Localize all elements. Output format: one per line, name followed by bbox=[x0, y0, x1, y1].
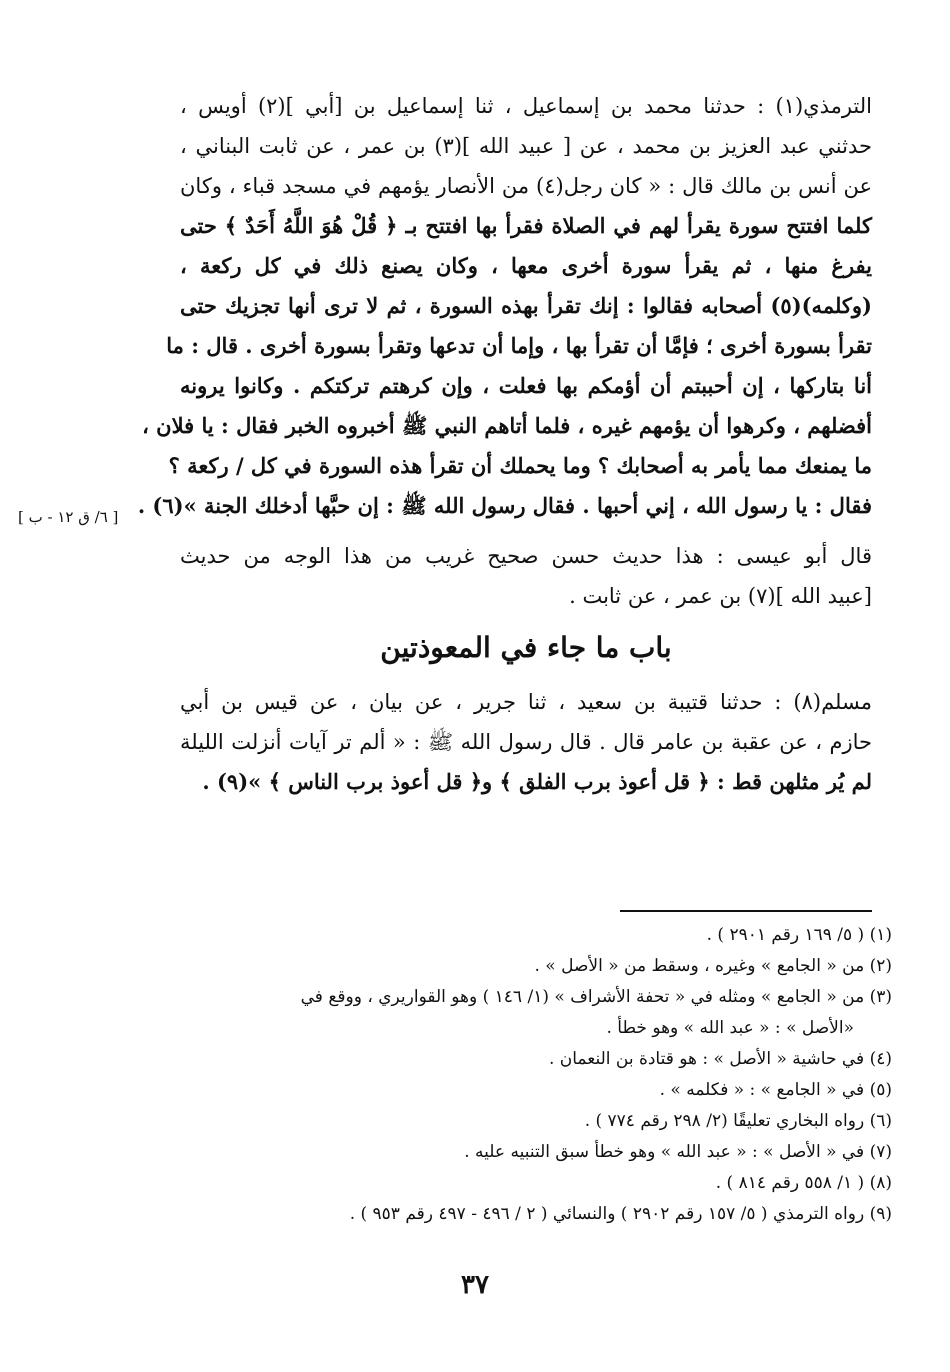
text-line: كلما افتتح سورة يقرأ لهم في الصلاة فقرأ بها افتتح بـ ﴿ قُلْ هُوَ اللَّهُ أَحَدٌ ﴾ حتى bbox=[180, 213, 872, 238]
footnote: (٨) ( ١/ ٥٥٨ رقم ٨١٤ ) . bbox=[715, 1173, 892, 1193]
text-line: يفرغ منها ، ثم يقرأ سورة أخرى معها ، وكان يصنع ذلك في كل ركعة ، bbox=[180, 253, 872, 278]
footnote-separator bbox=[620, 910, 872, 912]
text-line: عن أنس بن مالك قال : « كان رجل(٤) من الأنصار يؤمهم في مسجد قباء ، وكان bbox=[180, 174, 872, 198]
main-text bbox=[137, 86, 872, 802]
hadith-muslim bbox=[180, 682, 872, 802]
footnote: (٢) من « الجامع » وغيره ، وسقط من « الأصل » . bbox=[534, 956, 892, 976]
footnote: (٤) في حاشية « الأصل » : هو قتادة بن النعمان . bbox=[548, 1049, 892, 1069]
text-line: أنا بتاركها ، إن أحببتم أن أؤمكم بها فعلت ، وإن كرهتم تركتكم . وكانوا يرونه bbox=[180, 373, 872, 398]
paragraph-gap bbox=[180, 526, 872, 536]
text-line: فقال : يا رسول الله ، إني أحبها . فقال رسول الله ﷺ : إن حبَّها أدخلك الجنة »(٦) . bbox=[137, 493, 872, 518]
text-line: قال أبو عيسى : هذا حديث حسن صحيح غريب من هذا الوجه من حديث bbox=[180, 544, 872, 568]
hadith-tirmidhi bbox=[137, 86, 872, 526]
footnote-continuation: «الأصل » : « عبد الله » وهو خطأ . bbox=[606, 1018, 854, 1038]
text-line: أفضلهم ، وكرهوا أن يؤمهم غيره ، فلما أتاهم النبي ﷺ أخبروه الخبر فقال : يا فلان ، bbox=[142, 413, 872, 438]
footnotes bbox=[180, 920, 892, 1230]
text-line: [عبيد الله ](٧) بن عمر ، عن ثابت . bbox=[569, 584, 872, 608]
text-line: ما يمنعك مما يأمر به أصحابك ؟ وما يحملك أن تقرأ هذه السورة في كل / ركعة ؟ bbox=[168, 453, 872, 478]
text-line: تقرأ بسورة أخرى ؛ فإمَّا أن تقرأ بها ، وإما أن تدعها وتقرأ بسورة أخرى . قال : ما bbox=[166, 333, 872, 358]
page-number: ٣٧ bbox=[461, 1270, 489, 1300]
text-line: الترمذي(١) : حدثنا محمد بن إسماعيل ، ثنا إسماعيل بن [أبي ](٢) أويس ، bbox=[180, 94, 872, 118]
text-line: لم يُر مثلهن قط : ﴿ قل أعوذ برب الفلق ﴾ و﴿ قل أعوذ برب الناس ﴾ »(٩) . bbox=[202, 769, 872, 794]
footnote: (٦) رواه البخاري تعليقًا (٢/ ٢٩٨ رقم ٧٧٤ ) . bbox=[584, 1111, 892, 1131]
text-line: حازم ، عن عقبة بن عامر قال . قال رسول الله ﷺ : « ألم تر آيات أنزلت الليلة bbox=[180, 730, 872, 754]
footnote: (٥) في « الجامع » : « فكلمه » . bbox=[659, 1080, 892, 1100]
text-line: حدثني عبد العزيز بن محمد ، عن [ عبيد الله ](٣) بن عمر ، عن ثابت البناني ، bbox=[180, 134, 872, 158]
footnote: (٧) في « الأصل » : « عبد الله » وهو خطأ سبق التنبيه عليه . bbox=[464, 1142, 892, 1162]
margin-manuscript-reference: [ ٦/ ق ١٢ - ب ] bbox=[18, 508, 119, 526]
footnote: (٣) من « الجامع » ومثله في « تحفة الأشراف » (١/ ١٤٦ ) وهو القواريري ، ووقع في bbox=[300, 987, 892, 1007]
text-line: مسلم(٨) : حدثنا قتيبة بن سعيد ، ثنا جرير ، عن بيان ، عن قيس بن أبي bbox=[180, 690, 872, 714]
chapter-heading: باب ما جاء في المعوذتين bbox=[380, 631, 672, 664]
footnote: (١) ( ٥/ ١٦٩ رقم ٢٩٠١ ) . bbox=[706, 925, 892, 945]
text-line: (وكلمه)(٥) أصحابه فقالوا : إنك تقرأ بهذه السورة ، ثم لا ترى أنها تجزيك حتى bbox=[180, 293, 872, 318]
abu-isa-comment bbox=[180, 536, 872, 616]
footnote: (٩) رواه الترمذي ( ٥/ ١٥٧ رقم ٢٩٠٢ ) والنسائي ( ٢ / ٤٩٦ - ٤٩٧ رقم ٩٥٣ ) . bbox=[349, 1204, 892, 1224]
